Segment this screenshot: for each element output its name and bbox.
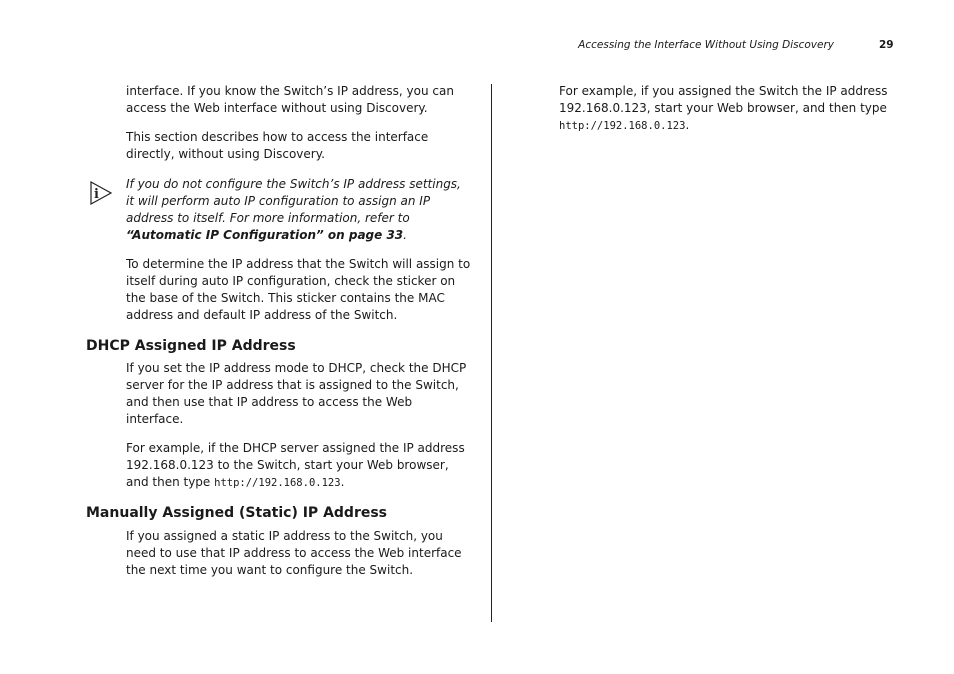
note-block	[126, 176, 466, 244]
heading-static: Manually Assigned (Static) IP Address	[86, 505, 388, 521]
note-text: If you do not configure the Switch’s IP address settings, it will perform auto IP configuration to assign an IP address to itself. For more information, refer to	[126, 177, 461, 225]
static-example-end: .	[685, 118, 690, 132]
static-example-url: http://192.168.0.123	[559, 120, 686, 132]
dhcp-example-url: http://192.168.0.123	[214, 477, 341, 489]
section-description	[126, 129, 471, 163]
dhcp-paragraph	[126, 360, 471, 428]
dhcp-example-paragraph	[126, 440, 471, 492]
section-description-text: This section describes how to access the interface directly, without using Discovery.	[126, 130, 429, 161]
static-example-text: For example, if you assigned the Switch the IP address 192.168.0.123, start your Web browser, and then type	[559, 84, 888, 115]
cross-reference-link[interactable]: “Automatic IP Configuration” on page 33	[126, 228, 404, 242]
info-note-icon	[89, 180, 113, 206]
static-paragraph	[126, 528, 471, 579]
page-header	[0, 39, 954, 55]
static-text: If you assigned a static IP address to the Switch, you need to use that IP address to access the Web interface the next time you want to configure the Switch.	[126, 529, 462, 577]
page-number: 29	[879, 39, 894, 51]
sticker-text: To determine the IP address that the Switch will assign to itself during auto IP configuration, check the sticker on the base of the Switch. This sticker contains the MAC address and default IP address of the Switch.	[126, 257, 471, 322]
static-example-paragraph	[559, 83, 894, 135]
intro-paragraph	[126, 83, 471, 117]
dhcp-example-end: .	[340, 475, 345, 489]
column-divider	[491, 84, 492, 622]
heading-dhcp: DHCP Assigned IP Address	[86, 338, 296, 354]
sticker-paragraph	[126, 256, 471, 324]
dhcp-example-text: For example, if the DHCP server assigned the IP address 192.168.0.123 to the Switch, start your Web browser, and then type	[126, 441, 465, 489]
dhcp-text: If you set the IP address mode to DHCP, check the DHCP server for the IP address that is assigned to the Switch, and then use that IP address to access the Web interface.	[126, 361, 467, 426]
svg-text:i: i	[94, 187, 99, 202]
intro-text: interface. If you know the Switch’s IP address, you can access the Web interface without using Discovery.	[126, 84, 454, 115]
note-end: .	[403, 228, 407, 242]
right-column	[559, 83, 894, 135]
running-title: Accessing the Interface Without Using Discovery	[578, 39, 834, 51]
